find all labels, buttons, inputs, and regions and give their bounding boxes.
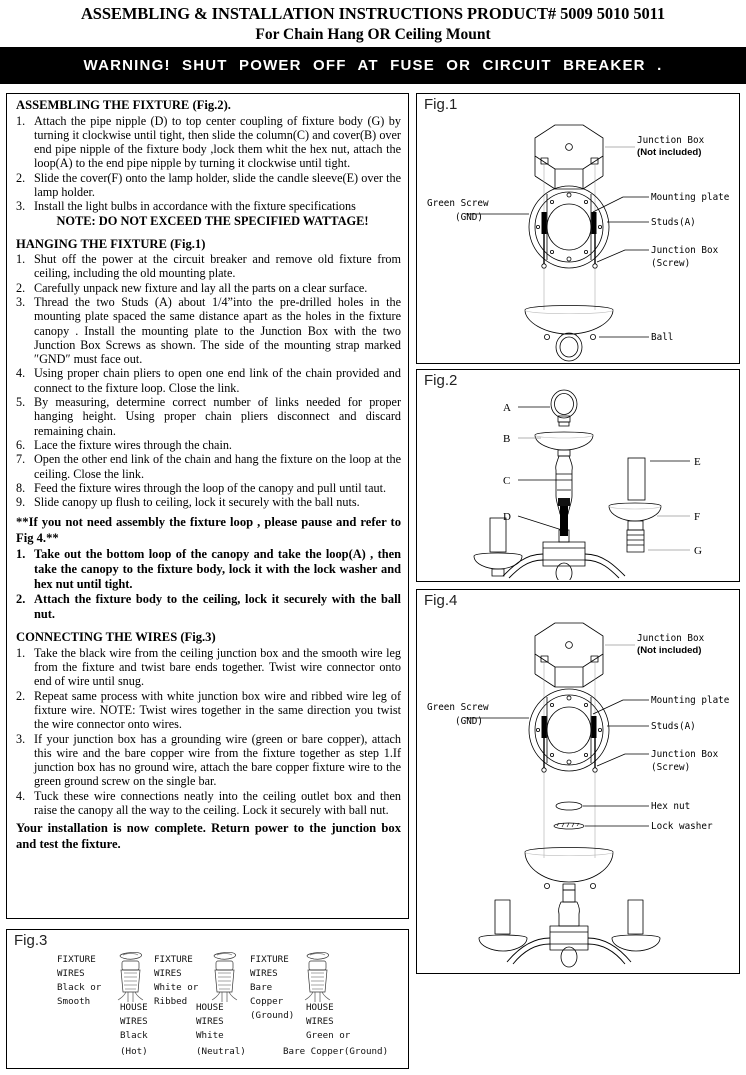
instructions-panel	[6, 93, 409, 919]
fig4-callout-hex-nut: Hex nut	[651, 801, 691, 812]
list-item	[14, 395, 401, 438]
fig4-callout-jbox-screw-line2: (Screw)	[651, 762, 691, 773]
figure-3-drawing	[7, 930, 407, 1067]
list-item	[14, 452, 401, 481]
fig3-g3-fixture-1: WIRES	[250, 968, 278, 979]
wattage-note: NOTE: DO NOT EXCEED THE SPECIFIED WATTAGE!	[56, 213, 369, 228]
step-number: 2.	[16, 688, 26, 703]
fig2-callout-c: C	[503, 475, 511, 487]
fig3-g3-house-2: Green or	[306, 1030, 351, 1041]
list-item	[14, 732, 401, 789]
step-number: 2.	[16, 170, 26, 185]
fig3-g2-fixture-1: WIRES	[154, 968, 182, 979]
list-item	[14, 171, 401, 200]
fig3-g2-house-1: WIRES	[196, 1016, 224, 1027]
fig4-callout-junction-box-line1: Junction Box	[637, 633, 705, 644]
fig1-callout-green-screw-line2: (GND)	[455, 212, 483, 223]
fig4-callout-mounting-plate: Mounting plate	[651, 695, 730, 706]
fig2-callout-a: A	[503, 402, 511, 414]
list-item	[14, 114, 401, 171]
step-text: Take the black wire from the ceiling junction box and the smooth wire leg from the fixture and twist bare ends together. Twist wire connector onto end of wire until snug.	[34, 645, 401, 689]
fig3-g3-fixture-0: FIXTURE	[250, 954, 289, 965]
fig4-callout-studs: Studs(A)	[651, 721, 696, 732]
fig1-callout-green-screw-line1: Green Screw	[427, 198, 489, 209]
figure-1-drawing	[417, 94, 738, 362]
step-number: 6.	[16, 437, 26, 452]
fig4-callout-jbox-screw-line1: Junction Box	[651, 749, 719, 760]
figure-3-label: Fig.3	[14, 932, 48, 949]
step-text: Repeat same process with white junction box wire and ribbed wire leg of fixture wire. NOTE: Twist wires together in the same direction you twist the wire connector onto wires.	[34, 688, 401, 732]
fig2-callout-f: F	[694, 511, 701, 523]
step-number: 4.	[16, 366, 26, 381]
list-item	[14, 481, 401, 495]
step-text: Take out the bottom loop of the canopy and take the loop(A) , then take the canopy to the fixture body, lock it with the lock washer and hex nut until tight.	[34, 547, 401, 592]
warning-banner-text: WARNING! SHUT POWER OFF AT FUSE OR CIRCUIT BREAKER .	[83, 57, 663, 74]
step-text: Attach the pipe nipple (D) to top center coupling of fixture body (G) by turning it clockwise until tight, then slide the column(C) and cover(B) over end pipe nipple of the fixture body ,lock them whit the hex nut, attach the loop(A) to the end pipe nipple by turning it clockwise until tight.	[34, 113, 401, 171]
step-number: 3.	[16, 294, 26, 309]
wiring-steps-list	[14, 646, 401, 818]
step-text: Tuck these wire connections neatly into the ceiling outlet box and then raise the canopy all the way to the ceiling. Lock it securely with ball nut.	[34, 788, 401, 817]
fig3-g1-house-2: Black	[120, 1030, 148, 1041]
document-title-block	[0, 0, 746, 46]
step-number: 4.	[16, 788, 26, 803]
fig2-callout-b: B	[503, 433, 511, 445]
list-item	[14, 252, 401, 281]
list-item	[14, 646, 401, 689]
list-item	[14, 689, 401, 732]
fig3-g3-fixture-4: (Ground)	[250, 1010, 295, 1021]
figure-2-panel	[416, 369, 740, 582]
fig3-g2-fixture-0: FIXTURE	[154, 954, 193, 965]
fig3-g3-fixture-3: Copper	[250, 996, 284, 1007]
step-text: Slide the cover(F) onto the lamp holder, slide the candle sleeve(E) over the lamp holder.	[34, 170, 401, 199]
list-item	[14, 281, 401, 295]
step-text: Open the other end link of the chain and hang the fixture on the loop at the ceiling. Close the link.	[34, 452, 401, 481]
figure-1-panel	[416, 93, 740, 364]
fig1-callout-ball: Ball	[651, 332, 674, 343]
fig2-callout-e: E	[694, 456, 701, 468]
list-item	[14, 199, 401, 213]
fig4-callout-lock-washer: Lock washer	[651, 821, 713, 832]
fig3-g2-fixture-3: Ribbed	[154, 996, 188, 1007]
figure-4-label: Fig.4	[424, 592, 458, 609]
step-text: Thread the two Studs (A) about 1/4”into the pre-drilled holes in the mounting plate spaced the same distance apart as the holes in the fixture canopy . Install the mounting plate to the Junction Box with the two Junction Box Screws as shown. The side of the mounting strap marked ″GND″ must face out.	[34, 294, 401, 367]
step-number: 9.	[16, 495, 26, 510]
fig1-callout-junction-box-line2: (Not included)	[637, 147, 702, 158]
fig3-g2-house-0: HOUSE	[196, 1002, 224, 1013]
fig4-callout-green-screw-line2: (GND)	[455, 716, 483, 727]
figure-4-drawing	[417, 590, 738, 972]
step-number: 1.	[16, 645, 26, 660]
step-number: 5.	[16, 395, 26, 410]
fig3-g1-house-1: WIRES	[120, 1016, 148, 1027]
figure-2-drawing	[417, 370, 738, 580]
fig4-callout-junction-box-line2: (Not included)	[637, 645, 702, 656]
fig3-g1-fixture-0: FIXTURE	[57, 954, 96, 965]
list-item	[14, 547, 401, 592]
closing-statement: Your installation is now complete. Return power to the junction box and test the fixture.	[16, 821, 401, 851]
step-text: If your junction box has a grounding wire (green or bare copper), attach this wire and the bare copper wire from the fixture together as step 1.If junction box has no ground wire, attach the bare copper fixture wire to the green ground screw on the single bar.	[34, 731, 401, 789]
fig3-g2-house-3: (Neutral)	[196, 1046, 246, 1057]
step-text: Attach the fixture body to the ceiling, lock it securely with the ball nut.	[34, 592, 401, 622]
list-item	[14, 438, 401, 452]
page-title: ASSEMBLING & INSTALLATION INSTRUCTIONS PRODUCT# 5009 5010 5011	[80, 4, 666, 23]
step-number: 2.	[16, 280, 26, 295]
pause-note: **If you not need assembly the fixture loop , please pause and refer to Fig 4.**	[16, 515, 401, 545]
step-text: Feed the fixture wires through the loop of the canopy and pull until taut.	[34, 480, 387, 495]
fig3-g1-house-3: (Hot)	[120, 1046, 148, 1057]
list-item	[14, 495, 401, 509]
warning-banner	[0, 47, 746, 84]
step-text: By measuring, determine correct number of links needed for proper hanging height. Using proper chain pliers disconnect and discard remaining chain.	[34, 395, 401, 438]
figure-3-panel	[6, 929, 409, 1069]
list-item	[14, 592, 401, 622]
section-heading-wires: CONNECTING THE WIRES (Fig.3)	[16, 630, 216, 645]
fig3-g1-fixture-2: Black or	[57, 982, 102, 993]
fig4-callout-green-screw-line1: Green Screw	[427, 702, 489, 713]
page-subtitle: For Chain Hang OR Ceiling Mount	[255, 26, 491, 43]
step-number: 3.	[16, 199, 26, 214]
list-item	[14, 366, 401, 395]
fig2-callout-g: G	[694, 545, 702, 557]
fig3-g1-fixture-1: WIRES	[57, 968, 85, 979]
fig3-g2-house-2: White	[196, 1030, 224, 1041]
list-item	[14, 789, 401, 818]
step-number: 2.	[16, 592, 26, 607]
step-number: 8.	[16, 480, 26, 495]
step-text: Using proper chain pliers to open one end link of the chain provided and connect to the fixture loop. Close the link.	[34, 366, 401, 395]
fig2-callout-d: D	[503, 511, 511, 523]
fig3-g3-house-0: HOUSE	[306, 1002, 334, 1013]
fig1-callout-jbox-screw-line1: Junction Box	[651, 245, 719, 256]
section-heading-hanging: HANGING THE FIXTURE (Fig.1)	[16, 236, 206, 251]
step-text: Carefully unpack new fixture and lay all the parts on a clear surface.	[34, 280, 368, 295]
fig3-g3-fixture-2: Bare	[250, 982, 273, 993]
list-item	[14, 295, 401, 366]
section-heading-assembling: ASSEMBLING THE FIXTURE (Fig.2).	[16, 98, 231, 112]
fig3-g3-house-1: WIRES	[306, 1016, 334, 1027]
figure-1-label: Fig.1	[424, 96, 458, 113]
step-text: Install the light bulbs in accordance with the fixture specifications	[34, 199, 356, 214]
step-number: 1.	[16, 113, 26, 128]
fig1-callout-mounting-plate: Mounting plate	[651, 192, 730, 203]
step-text: Shut off the power at the circuit breaker and remove old fixture from ceiling, including the old mounting plate.	[34, 252, 401, 281]
step-text: Lace the fixture wires through the chain.	[34, 437, 232, 452]
assembling-steps-list	[14, 114, 401, 214]
fig1-callout-studs: Studs(A)	[651, 217, 696, 228]
fig3-g1-house-0: HOUSE	[120, 1002, 148, 1013]
fig3-g2-fixture-2: White or	[154, 982, 199, 993]
step-text: Slide canopy up flush to ceiling, lock it securely with the ball nuts.	[34, 495, 360, 510]
loop-steps-list	[14, 547, 401, 622]
fig1-callout-junction-box-line1: Junction Box	[637, 135, 705, 146]
figure-4-panel	[416, 589, 740, 974]
fig3-g1-fixture-3: Smooth	[57, 996, 91, 1007]
hanging-steps-list	[14, 252, 401, 509]
fig1-callout-jbox-screw-line2: (Screw)	[651, 258, 691, 269]
figure-2-label: Fig.2	[424, 372, 458, 389]
step-number: 7.	[16, 452, 26, 467]
step-number: 3.	[16, 731, 26, 746]
step-number: 1.	[16, 547, 26, 562]
step-number: 1.	[16, 252, 26, 267]
fig3-g3-house-3: Bare Copper(Ground)	[283, 1046, 389, 1057]
